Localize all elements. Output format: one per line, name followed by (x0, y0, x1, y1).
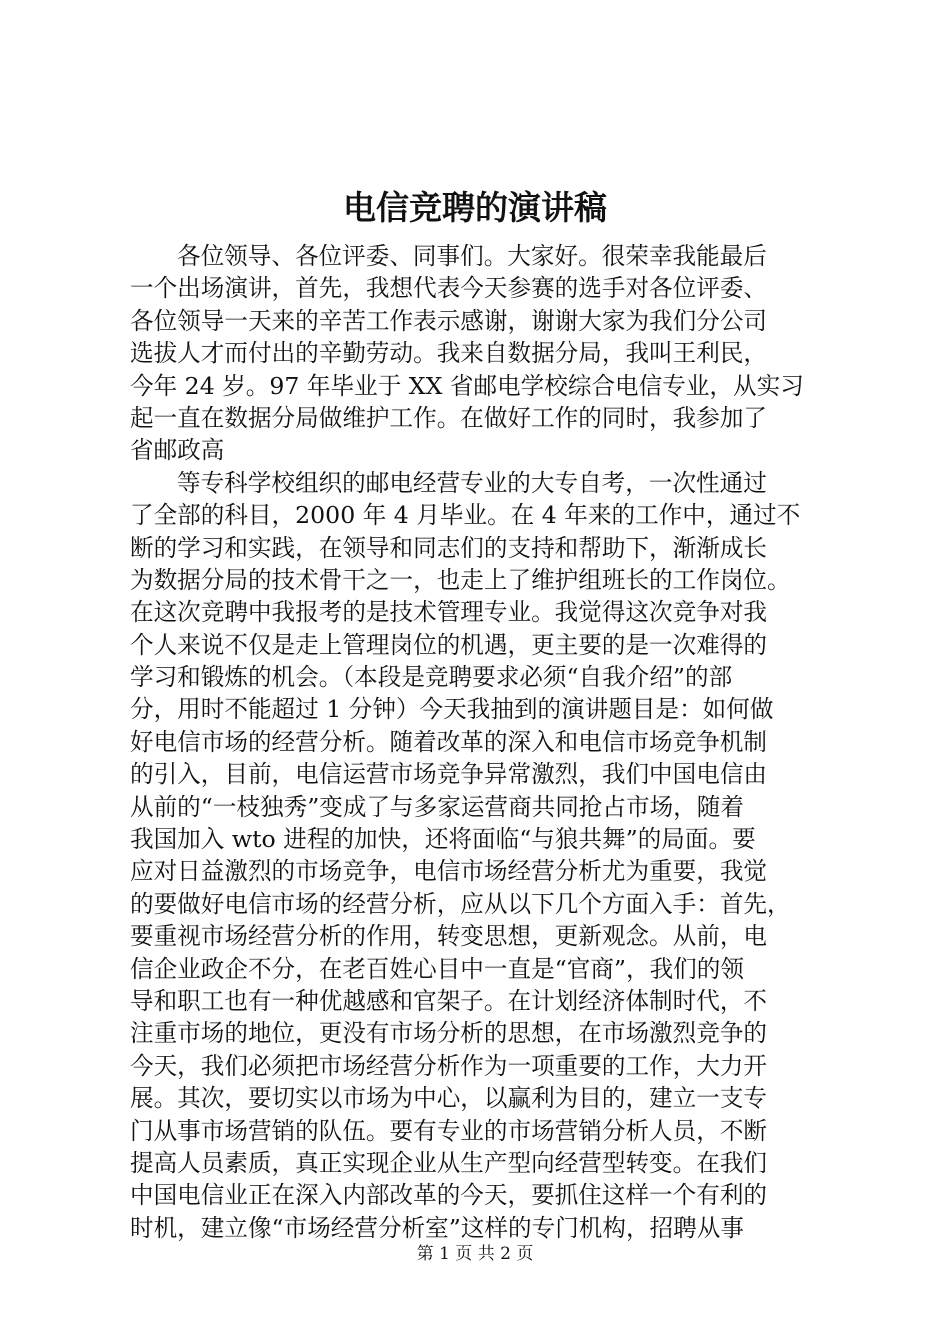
body-line: 门从事市场营销的队伍。要有专业的市场营销分析人员，不断 (130, 1116, 768, 1145)
body-line: 分，用时不能超过 1 分钟）今天我抽到的演讲题目是：如何做 (130, 695, 774, 724)
body-line: 我国加入 wto 进程的加快，还将面临“与狼共舞”的局面。要 (130, 825, 756, 854)
body-line: 好电信市场的经营分析。随着改革的深入和电信市场竞争机制 (130, 727, 768, 756)
body-line: 断的学习和实践，在领导和同志们的支持和帮助下，渐渐成长 (130, 533, 768, 562)
body-line: 的引入，目前，电信运营市场竞争异常激烈，我们中国电信由 (130, 760, 768, 789)
body-line: 省邮政高 (130, 436, 225, 465)
body-line: 要重视市场经营分析的作用，转变思想，更新观念。从前，电 (130, 922, 768, 951)
body-line: 应对日益激烈的市场竞争，电信市场经营分析尤为重要，我觉 (130, 857, 768, 886)
document-title: 电信竞聘的演讲稿 (343, 188, 607, 227)
body-line: 的要做好电信市场的经营分析，应从以下几个方面入手：首先， (130, 889, 791, 918)
body-line-paragraph-start: 各位领导、各位评委、同事们。大家好。很荣幸我能最后 (177, 242, 767, 270)
body-line: 各位领导一天来的辛苦工作表示感谢，谢谢大家为我们分公司 (130, 306, 768, 335)
body-line: 为数据分局的技术骨干之一，也走上了维护组班长的工作岗位。 (130, 565, 791, 594)
body-line: 时机，建立像“市场经营分析室”这样的专门机构，招聘从事 (130, 1213, 744, 1242)
body-line: 在这次竞聘中我报考的是技术管理专业。我觉得这次竞争对我 (130, 598, 768, 627)
body-line: 今年 24 岁。97 年毕业于 XX 省邮电学校综合电信专业，从实习 (130, 371, 804, 400)
body-line: 选拔人才而付出的辛勤劳动。我来自数据分局，我叫王利民， (130, 339, 768, 368)
body-line: 个人来说不仅是走上管理岗位的机遇，更主要的是一次难得的 (130, 630, 768, 659)
body-line-paragraph-start: 等专科学校组织的邮电经营专业的大专自考，一次性通过 (177, 468, 767, 497)
body-line: 提高人员素质，真正实现企业从生产型向经营型转变。在我们 (130, 1148, 768, 1177)
body-line: 从前的“一枝独秀”变成了与多家运营商共同抢占市场，随着 (130, 792, 744, 821)
body-line: 一个出场演讲，首先，我想代表今天参赛的选手对各位评委、 (130, 274, 768, 303)
body-line: 注重市场的地位，更没有市场分析的思想，在市场激烈竞争的 (130, 1019, 768, 1048)
body-line: 中国电信业正在深入内部改革的今天，要抓住这样一个有利的 (130, 1181, 768, 1210)
body-line: 展。其次，要切实以市场为中心，以赢利为目的，建立一支专 (130, 1084, 768, 1113)
body-line: 导和职工也有一种优越感和官架子。在计划经济体制时代，不 (130, 986, 768, 1015)
page-number-footer: 第 1 页 共 2 页 (416, 1244, 534, 1264)
body-line: 学习和锻炼的机会。（本段是竞聘要求必须“自我介绍”的部 (130, 663, 733, 692)
body-line: 了全部的科目，2000 年 4 月毕业。在 4 年来的工作中，通过不 (130, 501, 801, 530)
body-line: 起一直在数据分局做维护工作。在做好工作的同时，我参加了 (130, 403, 768, 432)
document-body (130, 240, 835, 1244)
body-line: 今天，我们必须把市场经营分析作为一项重要的工作，大力开 (130, 1051, 768, 1080)
body-line: 信企业政企不分，在老百姓心目中一直是“官商”，我们的领 (130, 954, 744, 983)
